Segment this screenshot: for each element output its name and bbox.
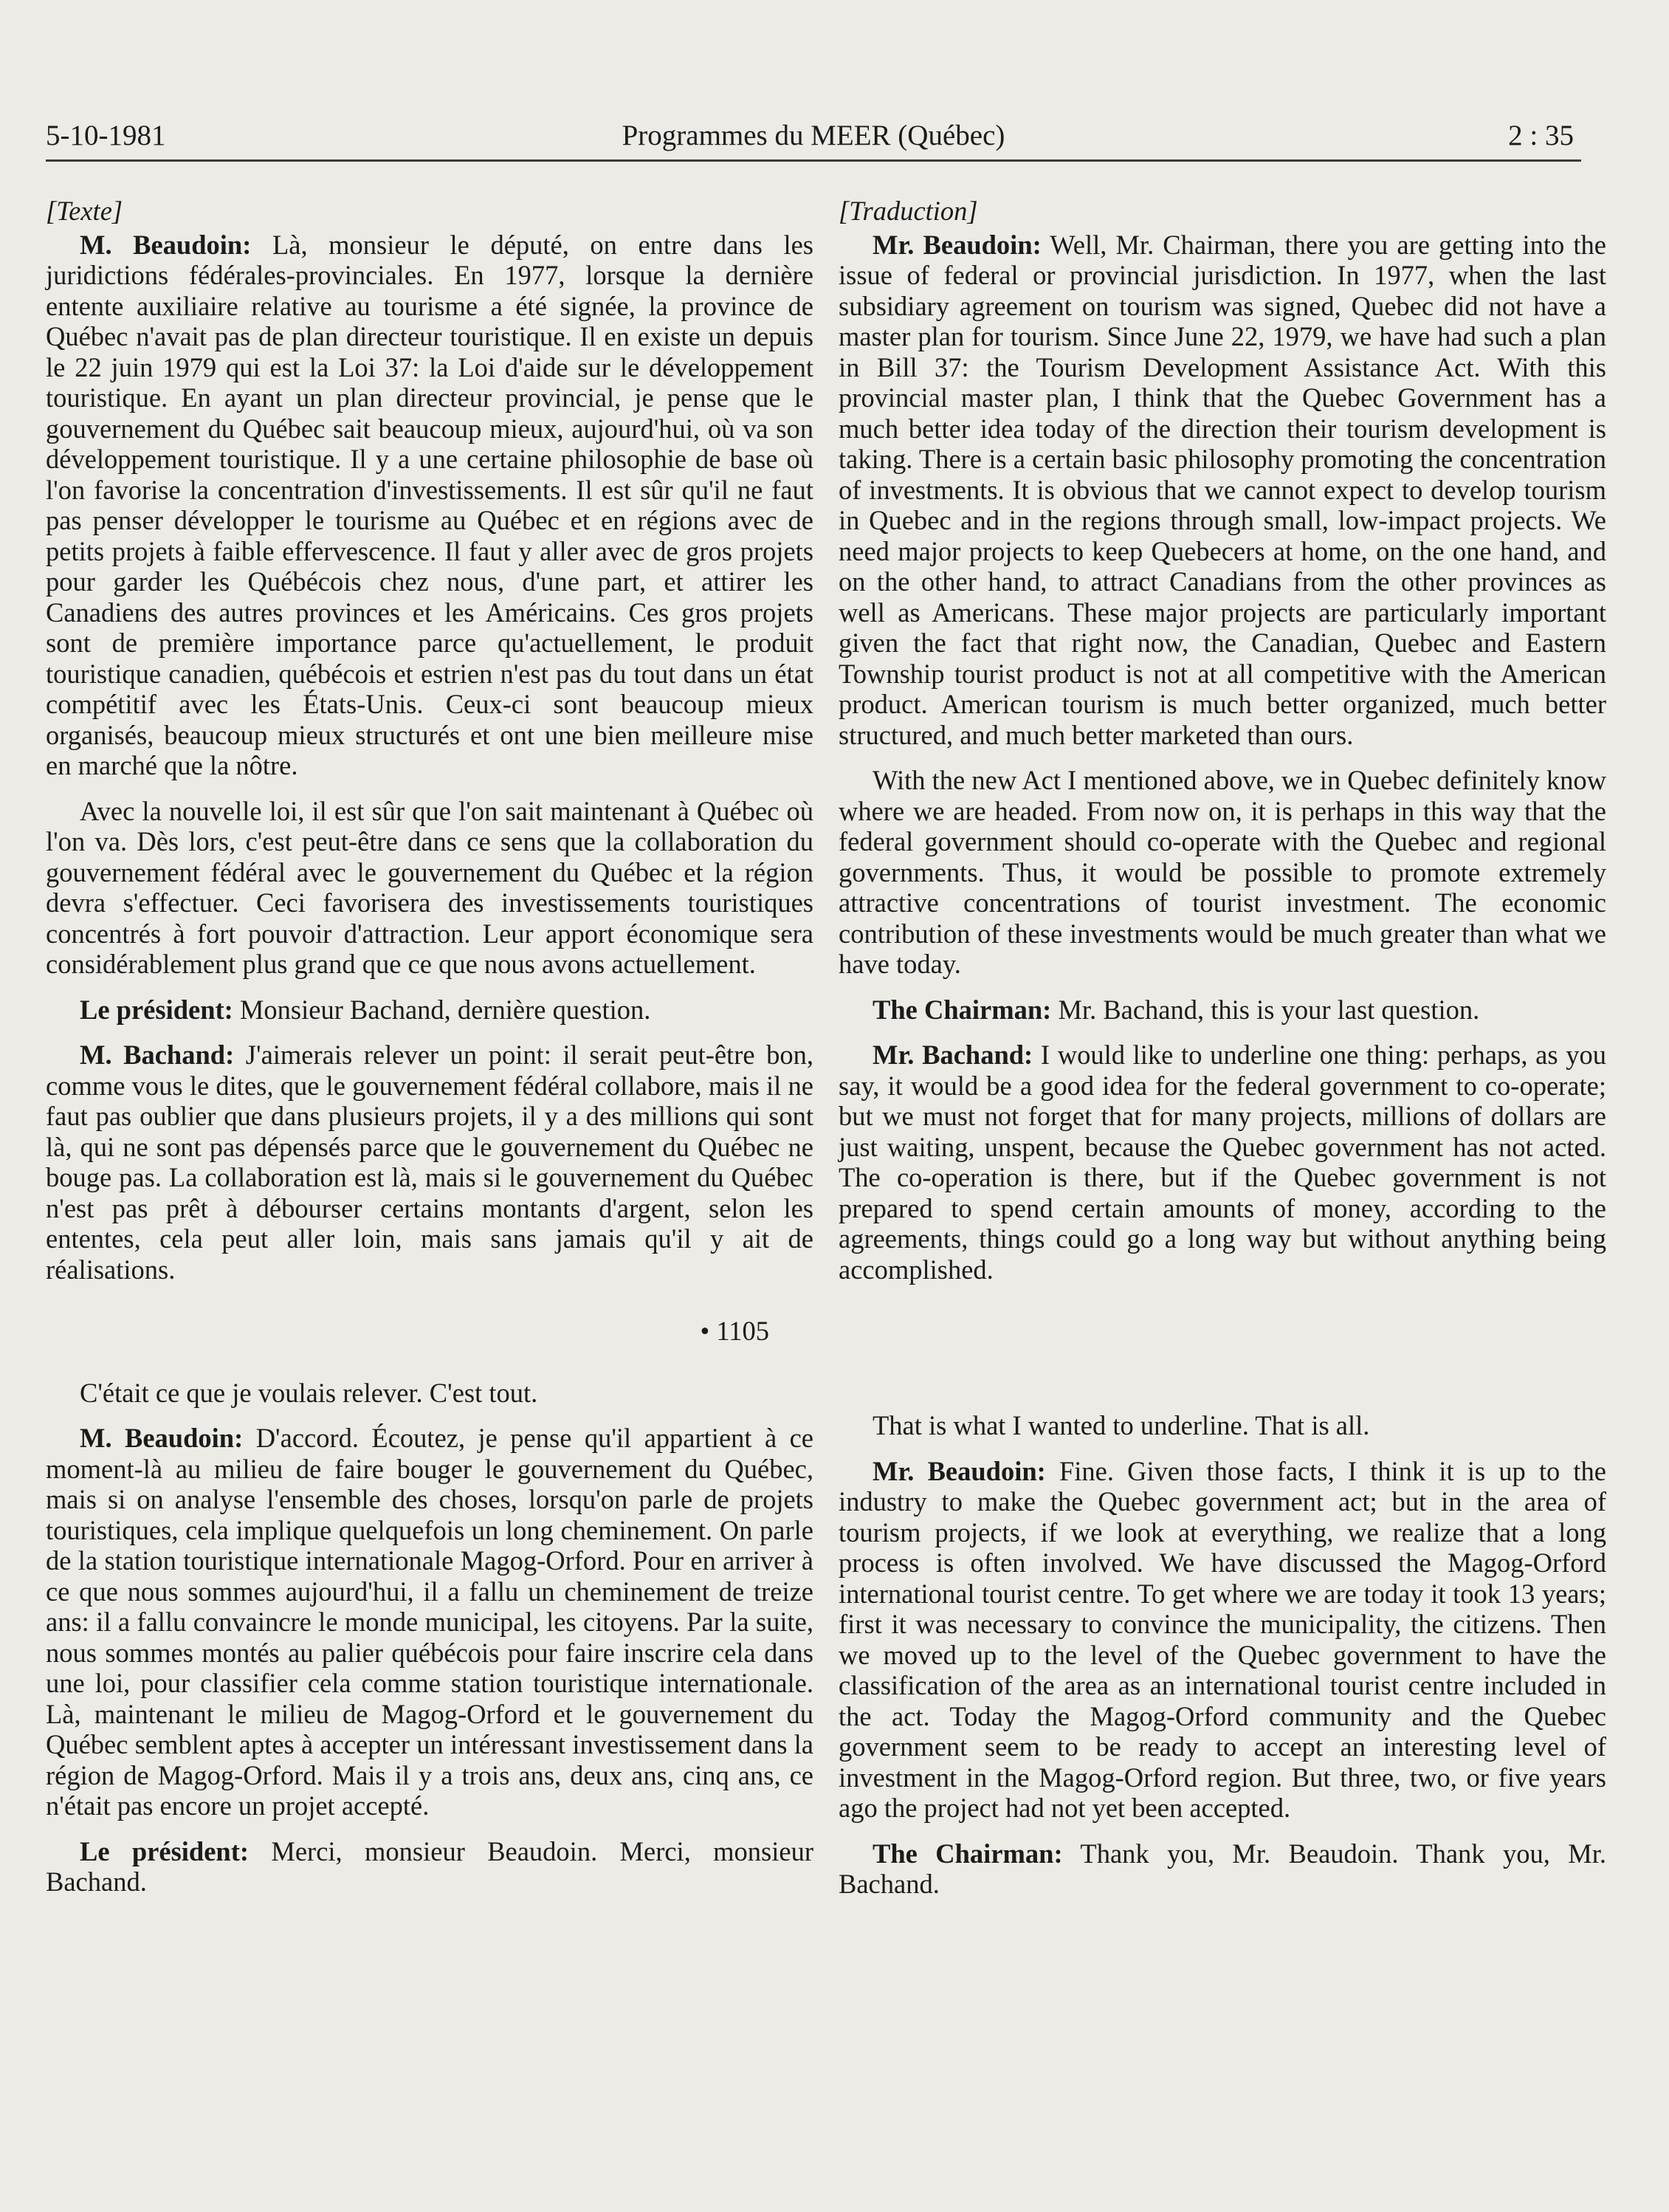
paragraph <box>839 1838 1606 1900</box>
paragraph: C'était ce que je voulais relever. C'est tout. <box>80 1377 538 1408</box>
paragraph-text: D'accord. Écoutez, je pense qu'il appartient à ce moment-là au milieu de faire bouger le gouvernement du Québec, mais si on analyse l'ensemble des choses, lorsqu'on parle de projets touristiques, cela implique quelquefois un long cheminement. On parle de la station touristique internationale Magog-Orford. Pour en arriver à ce que nous sommes aujourd'hui, il a fallu un cheminement de treize ans: il a fallu convaincre le monde municipal, les citoyens. Par la suite, nous sommes montés au palier québécois pour faire inscrire cela dans une loi, pour classifier cela comme station touristique internationale. Là, maintenant le milieu de Magog-Orford et le gouvernement du Québec semblent aptes à accepter un intéressant investissement dans la région de Magog-Orford. Mais il y a trois ans, deux ans, cinq ans, ce n'était pas encore un projet accepté. <box>46 1423 813 1821</box>
speaker-name: Le président: <box>80 994 233 1025</box>
paragraph <box>46 995 813 1026</box>
speaker-name: M. Beaudoin: <box>80 1423 244 1453</box>
speaker-name: M. Beaudoin: <box>80 229 252 260</box>
paragraph: With the new Act I mentioned above, we in Quebec definitely know where we are headed. From now on, it is perhaps in this way that the federal government should co-operate with the Quebec and regional governments. Thus, it would be possible to promote extremely attractive concentrations of tourist investment. The economic contribution of these investments would be much greater than what we have today. <box>839 765 1606 979</box>
paragraph: That is what I wanted to underline. That is all. <box>873 1410 1370 1440</box>
time-marker: • 1105 <box>700 1316 769 1346</box>
column-gap <box>839 1285 1606 1410</box>
paragraph <box>46 1836 813 1897</box>
paragraph <box>839 1040 1606 1285</box>
paragraph <box>839 230 1606 751</box>
english-column <box>839 196 1606 1914</box>
paragraph-text: Fine. Given those facts, I think it is up to the industry to make the Quebec government act; but in the area of tourism projects, if we look at everything, we realize that a long process is often involved. We have discussed the Magog-Orford international tourist centre. To get where we are today it took 13 years; first it was necessary to convince the municipality, the citizens. Then we moved up to the level of the Quebec government to have the classification of the area as an international tourist centre included in the act. Today the Magog-Orford community and the Quebec government seem to be ready to accept an interesting level of investment in the Magog-Orford region. But three, two, or five years ago the project had not yet been accepted. <box>839 1455 1606 1823</box>
paragraph <box>46 1423 813 1821</box>
paragraph-text: Merci, monsieur Beaudoin. Merci, monsieur Bachand. <box>46 1835 814 1897</box>
header-date: 5-10-1981 <box>46 120 166 151</box>
header-title: Programmes du MEER (Québec) <box>622 120 1005 151</box>
speaker-name: M. Bachand: <box>80 1040 235 1070</box>
paragraph-text: I would like to underline one thing: perhaps, as you say, it would be a good idea for the federal government to co-operate; but we must not forget that for many projects, millions of dollars are just waiting, unspent, because the Quebec government has not acted. The co-operation is there, but if the Quebec government is not prepared to spend certain amounts of money, according to the agreements, things could go a long way but without anything being accomplished. <box>839 1040 1607 1285</box>
paragraph-text: Thank you, Mr. Beaudoin. Thank you, Mr. Bachand. <box>839 1838 1606 1899</box>
paragraph-text: J'aimerais relever un point: il serait peut-être bon, comme vous le dites, que le gouvernement fédéral collabore, mais il ne faut pas oublier que dans plusieurs projets, il y a des millions qui sont là, qui ne sont pas dépensés parce que le gouvernement du Québec ne bouge pas. La collaboration est là, mais si le gouvernement du Québec n'est pas prêt à débourser certains montants d'argent, selon les ententes, cela peut aller loin, mais sans jamais qu'il y ait de réalisations. <box>46 1040 813 1285</box>
paragraph-text: Là, monsieur le député, on entre dans les juridictions fédérales-provinciales. En 1977, lorsque la dernière entente auxiliaire relative au tourisme a été signée, la province de Québec n'avait pas de plan directeur touristique. Il en existe un depuis le 22 juin 1979 qui est la Loi 37: la Loi d'aide sur le développement touristique. En ayant un plan directeur provincial, je pense que le gouvernement du Québec sait beaucoup mieux, aujourd'hui, où va son développement touristique. Il y a une certaine philosophie de base où l'on favorise la concentration d'investissements. Il est sûr qu'il ne faut pas penser développer le tourisme au Québec et en régions avec de petits projets à faible effervescence. Il faut y aller avec de gros projets pour garder les Québécois chez nous, d'une part, et attirer les Canadiens des autres provinces et les Américains. Ces gros projets sont de première importance parce qu'actuellement, le produit touristique canadien, québécois et estrien n'est pas du tout dans un état compétitif avec les États-Unis. Ceux-ci sont beaucoup mieux organisés, beaucoup mieux structurés et ont une bien meilleure mise en marché que la nôtre. <box>46 229 813 780</box>
page-header <box>46 111 1581 162</box>
speaker-name: Mr. Beaudoin: <box>873 1455 1046 1486</box>
paragraph-text: Mr. Bachand, this is your last question. <box>1058 994 1480 1025</box>
paragraph-text: Monsieur Bachand, dernière question. <box>239 994 651 1025</box>
paragraph-text: Well, Mr. Chairman, there you are getting into the issue of federal or provincial jurisdiction. In 1977, when the last subsidiary agreement on tourism was signed, Quebec did not have a master plan for tourism. Since June 22, 1979, we have had such a plan in Bill 37: the Tourism Development Assistance Act. With this provincial master plan, I think that the Quebec Government has a much better idea today of the direction their tourism development is taking. There is a certain basic philosophy promoting the concentration of investments. It is obvious that we cannot expect to develop tourism in Quebec and in the regions through small, low-impact projects. We need major projects to keep Quebecers at home, on the one hand, and on the other hand, to attract Canadians from the other provinces as well as Americans. These major projects are particularly important given the fact that right now, the Canadian, Quebec and Eastern Township tourist product is not at all competitive with the American product. American tourism is much better organized, much better structured, and much better marketed than ours. <box>839 229 1606 750</box>
paragraph <box>839 1456 1606 1824</box>
paragraph: Avec la nouvelle loi, il est sûr que l'on sait maintenant à Québec où l'on va. Dès lors, c'est peut-être dans ce sens que la collaboration du gouvernement fédéral avec le gouvernement du Québec et la région devra s'effectuer. Ceci favorisera des investissements touristiques concentrés à fort pouvoir d'attraction. Leur apport économique sera considérablement plus grand que ce que nous avons actuellement. <box>46 795 813 979</box>
paragraph <box>839 995 1606 1026</box>
paragraph <box>46 1040 813 1285</box>
language-tag: [Texte] <box>46 196 123 226</box>
french-column <box>46 196 813 1912</box>
paragraph <box>46 230 813 781</box>
speaker-name: Mr. Beaudoin: <box>873 229 1042 260</box>
header-page-number: 2 : 35 <box>1508 120 1574 151</box>
speaker-name: The Chairman: <box>873 994 1052 1025</box>
language-tag: [Traduction] <box>839 196 978 226</box>
speaker-name: Le président: <box>80 1835 250 1866</box>
speaker-name: Mr. Bachand: <box>873 1040 1033 1070</box>
speaker-name: The Chairman: <box>873 1838 1063 1869</box>
